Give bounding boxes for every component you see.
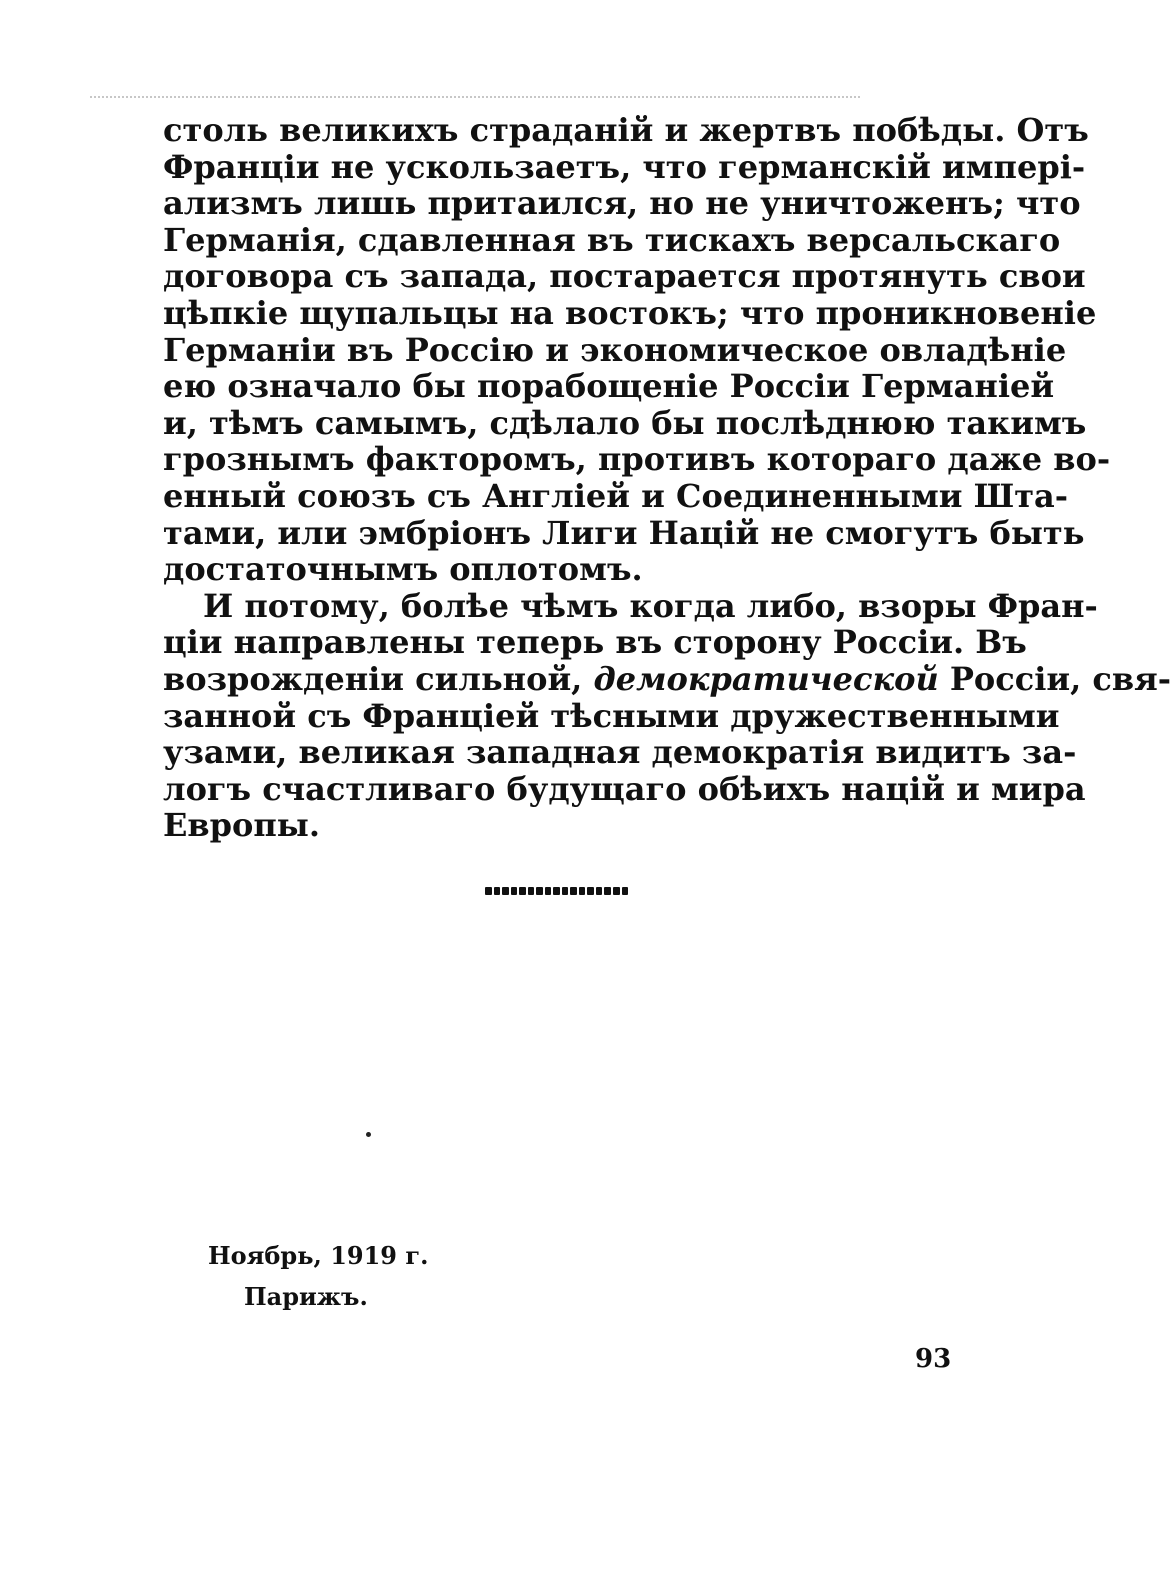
body-text <box>163 111 1171 845</box>
scan-artifact <box>90 96 860 102</box>
emphasized-word: демократической <box>593 659 939 698</box>
text-line: столь великихъ страданій и жертвъ побѣды. Отъ <box>163 111 1089 149</box>
text-line: логъ счастливаго будущаго обѣихъ націй и мира <box>163 769 1086 808</box>
text-line: достаточнымъ оплотомъ. <box>163 550 643 589</box>
text-fragment: Россіи, свя- <box>938 659 1171 698</box>
signature-date: Ноябрь, 1919 г. <box>208 1241 429 1270</box>
text-line: И потому, болѣе чѣмъ когда либо, взоры Фран- <box>203 586 1098 625</box>
text-line: Германіи въ Россію и экономическое овладѣніе <box>163 330 1067 369</box>
text-line: ею означало бы порабощеніе Россіи Германіей <box>163 367 1055 406</box>
text-line-with-emphasis <box>163 659 1171 698</box>
section-divider <box>485 887 628 897</box>
page-number: 93 <box>915 1344 952 1374</box>
text-line: и, тѣмъ самымъ, сдѣлало бы послѣднюю такимъ <box>163 403 1087 442</box>
text-line: енный союзъ съ Англіей и Соединенными Шта- <box>163 476 1069 515</box>
text-line: занной съ Франціей тѣсными дружественными <box>163 696 1060 735</box>
text-fragment: возрожденіи сильной, <box>163 659 594 698</box>
text-line: узами, великая западная демократія видитъ за- <box>163 733 1077 772</box>
text-line: грознымъ факторомъ, противъ котораго даже во- <box>163 440 1111 479</box>
text-line: Франціи не ускользаетъ, что германскій имперi- <box>163 147 1086 186</box>
text-line: тами, или эмбріонъ Лиги Націй не смогутъ быть <box>163 513 1085 552</box>
text-line: ціи направлены теперь въ сторону Россіи. Въ <box>163 623 1027 662</box>
text-line: договора съ запада, постарается протянуть свои <box>163 257 1086 296</box>
ink-speck <box>366 1132 371 1137</box>
text-line: Германія, сдавленная въ тискахъ версальскаго <box>163 220 1061 259</box>
text-line: ализмъ лишь притаился, но не уничтоженъ; что <box>163 184 1081 223</box>
signature-place: Парижъ. <box>244 1282 368 1311</box>
text-line: Европы. <box>163 806 320 845</box>
text-line: цѣпкіе щупальцы на востокъ; что проникновеніе <box>163 293 1097 332</box>
